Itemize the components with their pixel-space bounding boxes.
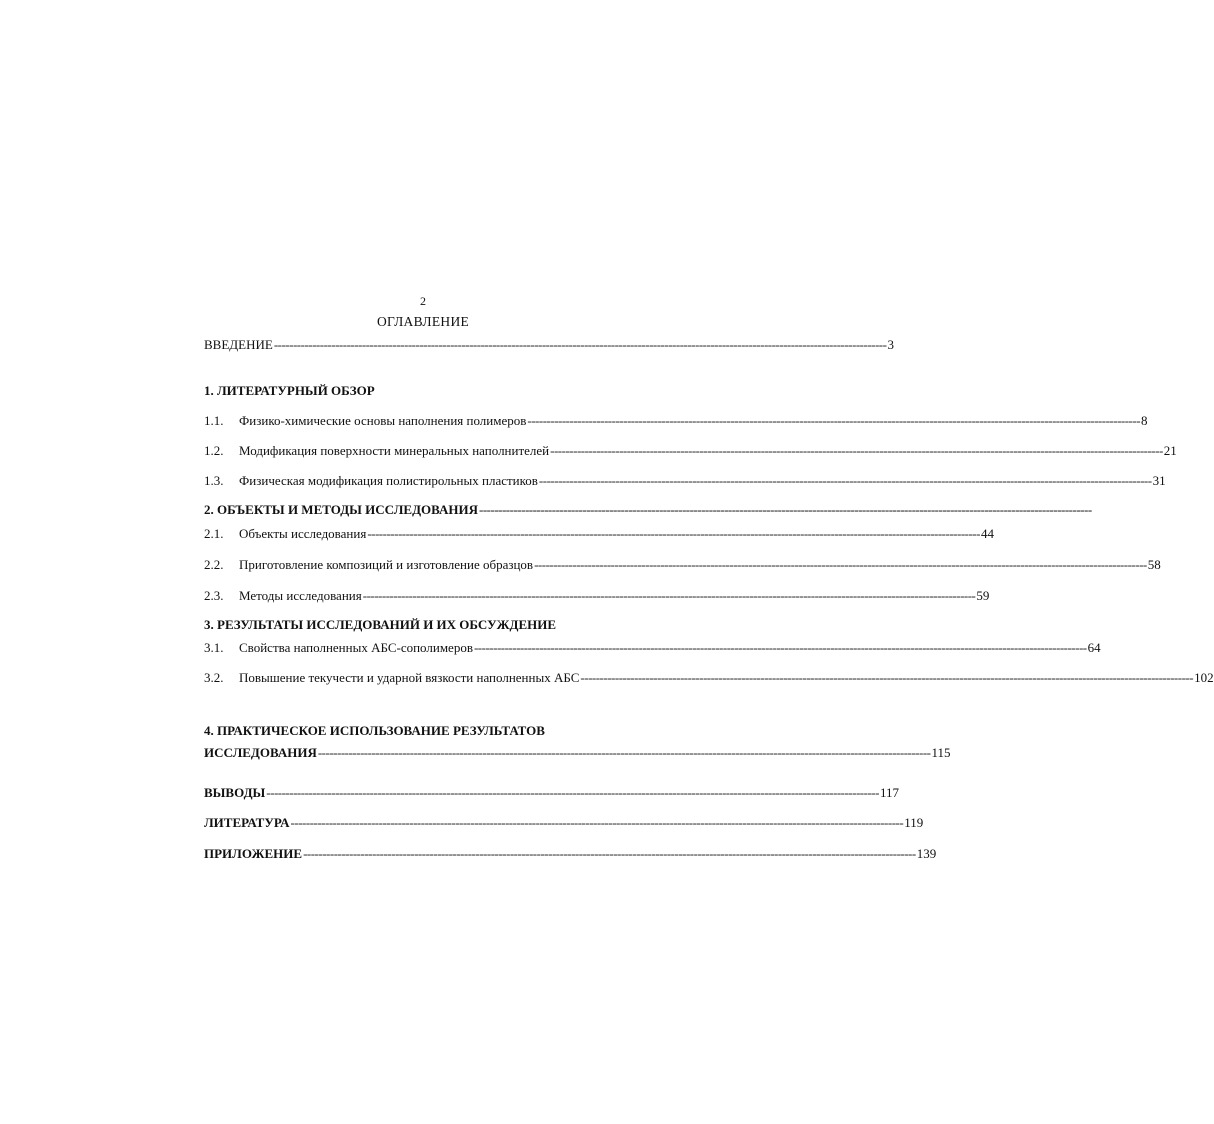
leader-dots: ----------------------------------------------------------------------------------------------------------------------------------------------------------------: [317, 745, 931, 760]
chapter-1-title: 1. ЛИТЕРАТУРНЫЙ ОБЗОР: [204, 383, 375, 398]
toc-entry-number: 2.3.: [204, 588, 224, 603]
chapter-2-title: 2. ОБЪЕКТЫ И МЕТОДЫ ИССЛЕДОВАНИЯ: [204, 502, 478, 517]
toc-title: ОГЛАВЛЕНИЕ: [376, 314, 470, 329]
toc-entry-number: 1.2.: [204, 443, 224, 458]
toc-entry-text: ИССЛЕДОВАНИЯ: [204, 745, 317, 760]
toc-entry-page: 115: [931, 745, 951, 760]
toc-entry-text: ВЫВОДЫ: [204, 785, 266, 800]
toc-entry-page: 59: [976, 588, 990, 603]
toc-entry-chapter-4: [204, 745, 951, 761]
toc-entry-number: 1.1.: [204, 413, 224, 428]
toc-entry-page: 139: [916, 846, 937, 861]
leader-dots: ----------------------------------------------------------------------------------------------------------------------------------------------------------------: [367, 526, 980, 541]
toc-entry-3-1: [204, 640, 1101, 656]
toc-entry-2-3: [204, 588, 990, 604]
toc-entry-page: 21: [1163, 443, 1177, 458]
toc-entry-page: 117: [879, 785, 899, 800]
leader-dots: ----------------------------------------------------------------------------------------------------------------------------------------------------------------: [473, 640, 1087, 655]
toc-entry-text: Физическая модификация полистирольных пластиков: [239, 473, 538, 488]
chapter-2-heading: [204, 502, 1092, 518]
chapter-4-title: 4. ПРАКТИЧЕСКОЕ ИСПОЛЬЗОВАНИЕ РЕЗУЛЬТАТОВ: [204, 723, 545, 738]
leader-dots: ----------------------------------------------------------------------------------------------------------------------------------------------------------------: [479, 502, 1092, 517]
toc-entry-text: Приготовление композиций и изготовление образцов: [239, 557, 534, 572]
leader-dots: ----------------------------------------------------------------------------------------------------------------------------------------------------------------: [273, 337, 887, 352]
toc-entry-intro: [204, 337, 894, 353]
leader-dots: ----------------------------------------------------------------------------------------------------------------------------------------------------------------: [266, 785, 879, 800]
toc-entry-3-2: [204, 670, 1214, 686]
toc-entry-page: 119: [904, 815, 924, 830]
toc-entry-text: Объекты исследования: [239, 526, 367, 541]
toc-entry-1-3: [204, 473, 1166, 489]
toc-entry-literature: [204, 815, 924, 831]
leader-dots: ----------------------------------------------------------------------------------------------------------------------------------------------------------------: [534, 557, 1147, 572]
leader-dots: ----------------------------------------------------------------------------------------------------------------------------------------------------------------: [538, 473, 1152, 488]
leader-dots: ----------------------------------------------------------------------------------------------------------------------------------------------------------------: [580, 670, 1194, 685]
toc-entry-number: 2.1.: [204, 526, 224, 541]
leader-dots: ----------------------------------------------------------------------------------------------------------------------------------------------------------------: [303, 846, 916, 861]
toc-entry-page: 102: [1194, 670, 1214, 685]
toc-entry-number: 3.2.: [204, 670, 224, 685]
leader-dots: ----------------------------------------------------------------------------------------------------------------------------------------------------------------: [527, 413, 1141, 428]
toc-entry-text: ВВЕДЕНИЕ: [204, 337, 273, 352]
chapter-3-title: 3. РЕЗУЛЬТАТЫ ИССЛЕДОВАНИЙ И ИХ ОБСУЖДЕНИЕ: [204, 617, 557, 632]
toc-entry-1-2: [204, 443, 1177, 459]
page-number: 2: [420, 294, 426, 308]
toc-entry-number: 2.2.: [204, 557, 224, 572]
toc-entry-number: 1.3.: [204, 473, 224, 488]
toc-entry-page: 31: [1152, 473, 1166, 488]
toc-entry-text: Физико-химические основы наполнения полимеров: [239, 413, 527, 428]
toc-entry-appendix: [204, 846, 937, 862]
toc-entry-text: Методы исследования: [239, 588, 362, 603]
toc-entry-page: 3: [887, 337, 894, 352]
toc-entry-2-1: [204, 526, 994, 542]
toc-entry-text: Повышение текучести и ударной вязкости наполненных АБС: [239, 670, 580, 685]
leader-dots: ----------------------------------------------------------------------------------------------------------------------------------------------------------------: [362, 588, 976, 603]
leader-dots: ----------------------------------------------------------------------------------------------------------------------------------------------------------------: [290, 815, 904, 830]
toc-entry-2-2: [204, 557, 1161, 573]
toc-entry-text: ЛИТЕРАТУРА: [204, 815, 290, 830]
toc-entry-number: 3.1.: [204, 640, 224, 655]
toc-entry-page: 64: [1087, 640, 1101, 655]
toc-entry-text: Свойства наполненных АБС-сополимеров: [239, 640, 473, 655]
toc-entry-page: 58: [1147, 557, 1161, 572]
toc-entry-page: 44: [980, 526, 994, 541]
toc-entry-conclusions: [204, 785, 899, 801]
leader-dots: ----------------------------------------------------------------------------------------------------------------------------------------------------------------: [550, 443, 1163, 458]
toc-entry-page: 8: [1141, 413, 1148, 428]
toc-entry-1-1: [204, 413, 1148, 429]
toc-entry-text: ПРИЛОЖЕНИЕ: [204, 846, 303, 861]
toc-entry-text: Модификация поверхности минеральных наполнителей: [239, 443, 550, 458]
